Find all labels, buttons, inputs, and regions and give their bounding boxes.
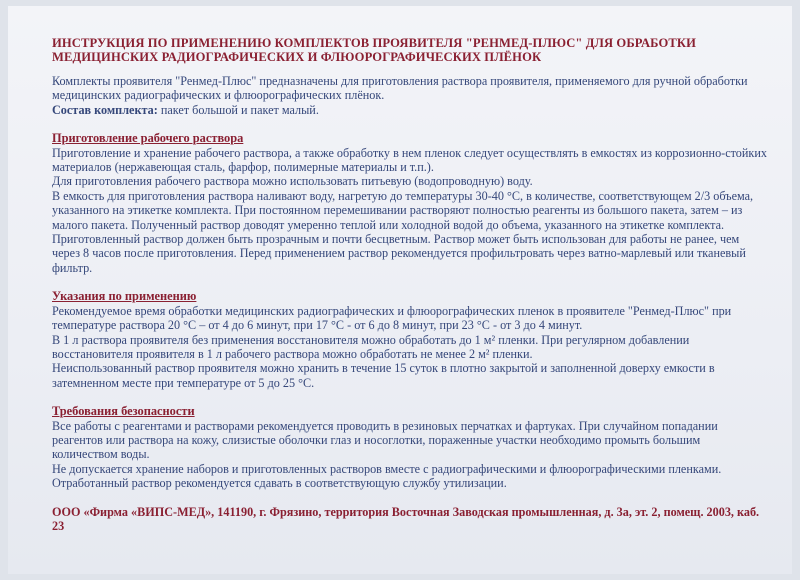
usage-section [52,289,768,390]
safety-section [52,404,768,490]
intro-text: Комплекты проявителя "Ренмед-Плюс" предназначены для приготовления раствора проявителя, применяемого для ручной обработки медицинских радиографических и флюорографических плёнок. [52,74,748,103]
manufacturer-address: ООО «Фирма «ВИПС-МЕД», 141190, г. Фрязино, территория Восточная Заводская промышленная, д. 3а, эт. 2, помещ. 2003, каб. 23 [52,504,760,533]
preparation-paragraph: Для приготовления рабочего раствора можно использовать питьевую (водопроводную) воду. [52,174,533,189]
preparation-paragraph: В емкость для приготовления раствора наливают воду, нагретую до температуры 30-40 °С, в количестве, соответствующем 2/3 объема, указанного на этикетке комплекта. При постоянном перемешивании растворяют полностью реагенты из большого пакета, затем – из малого пакета. Полученный раствор доводят умеренно теплой или холодной водой до объема, указанного на этикетке комплекта. Приготовленный раствор должен быть прозрачным и почти бесцветным. Раствор может быть использован для работы не ранее, чем через 8 часов после приготовления. Перед применением раствор рекомендуется профильтровать через ватно-марлевый или тканевый фильтр. [52,188,754,275]
usage-paragraph: В 1 л раствора проявителя без применения восстановителя можно обработать до 1 м² пленки. При регулярном добавлении восстановителя проявителя в 1 л рабочего раствора можно обработать не менее 2 м² пленки. [52,332,690,361]
composition-line [52,103,768,117]
usage-paragraph: Рекомендуемое время обработки медицинских радиографических и флюорографических пленок в проявителе "Ренмед-Плюс" при температуре раствора 20 °С – от 4 до 6 минут, при 17 °С - от 6 до 8 минут, при 23 °С - от 3 до 4 минут. [52,303,732,333]
instruction-sheet [8,6,792,574]
safety-paragraph: Отработанный раствор рекомендуется сдавать в соответствующую службу утилизации. [52,476,507,491]
document-title: ИНСТРУКЦИЯ ПО ПРИМЕНЕНИЮ КОМПЛЕКТОВ ПРОЯВИТЕЛЯ "РЕНМЕД-ПЛЮС" ДЛЯ ОБРАБОТКИ МЕДИЦИНСКИХ РАДИОГРАФИЧЕСКИХ И ФЛЮОРОГРАФИЧЕСКИХ ПЛЁНОК [52,36,696,64]
usage-paragraph: Неиспользованный раствор проявителя можно хранить в течение 15 суток в плотно закрытой и заполненной доверху емкости в затемненном месте при температуре от 5 до 25 °С. [52,361,715,390]
usage-heading: Указания по применению [52,289,197,304]
safety-paragraph: Не допускается хранение наборов и приготовленных растворов вместе с радиографическими и флюорографическими пленками. [52,461,722,476]
preparation-heading: Приготовление рабочего раствора [52,131,244,146]
preparation-section [52,131,768,275]
safety-heading: Требования безопасности [52,404,195,419]
composition-label: Состав комплекта: [52,102,158,117]
safety-paragraph: Все работы с реагентами и растворами рекомендуется проводить в резиновых перчатках и фартуках. При случайном попадании реагентов или раствора на кожу, слизистые оболочки глаз и носоглотки, пораженные участки необходимо промыть большим количеством воды. [52,418,718,462]
composition-value: пакет большой и пакет малый. [157,102,319,117]
preparation-paragraph: Приготовление и хранение рабочего раствора, а также обработку в нем пленок следует осуществлять в емкостях из коррозионно-стойких материалов (нержавеющая сталь, фарфор, полимерные материалы и т.п.). [52,145,767,175]
